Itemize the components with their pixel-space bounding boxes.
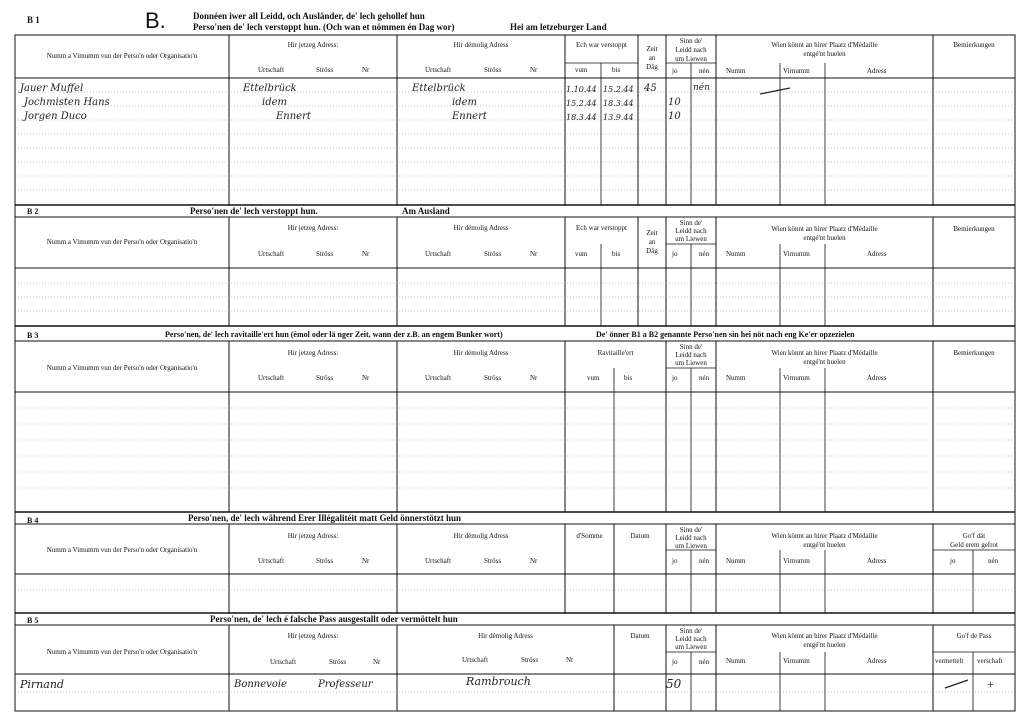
b5-name-header: Numm a Vimumm vun der Perso'n oder Organisatio'n [46, 648, 198, 656]
b5-lives-l2: Leidd nach [675, 635, 707, 643]
b3-medal-l2: entgé'nt huelen [803, 358, 846, 366]
b1-remarks: Bemierkungen [953, 41, 995, 49]
b1-medal-address: Adress [867, 67, 887, 75]
b1-entry1-to: 15.2.44 [603, 85, 634, 94]
b4-date: Datum [630, 532, 650, 540]
b5-old-street: Ströss [521, 656, 539, 664]
section-code-b5: B 5 [27, 616, 39, 625]
b5-no: nén [699, 658, 710, 666]
section-code-b1: B 1 [27, 15, 40, 25]
b3-lives-l3: um Liewen [675, 359, 707, 367]
b5-cur-address-header: Hir jetzeg Adress: [287, 632, 339, 640]
b2-days-l1: Zeit [646, 229, 658, 237]
b1-entry3-cur-town: Ennert [276, 111, 311, 122]
b5-medal-address: Adress [867, 657, 887, 665]
b1-name-header: Numm a Vimumm vun der Perso'n oder Organisatio'n [46, 52, 198, 60]
b3-medal-name: Numm [726, 374, 746, 382]
b2-remarks: Bemierkungen [953, 225, 995, 233]
b3-remarks: Bemierkungen [953, 349, 995, 357]
b3-title: Perso'nen, de' lech ravitaille'ert hun (émol oder lä nger Zeit, wann der z.B. an engem Bunker wort) [165, 330, 503, 339]
b2-old-locality: Urtschaft [425, 250, 452, 258]
b3-cur-locality: Urtschaft [258, 374, 285, 382]
b2-from: vum [575, 250, 588, 258]
b2-medal-l2: entgé'nt huelen [803, 234, 846, 242]
b2-lives-l3: um Liewen [675, 235, 707, 243]
b2-name-header: Numm a Vimumm vun der Perso'n oder Organisatio'n [46, 238, 198, 246]
b1-lives-l1: Sinn de' [679, 37, 703, 45]
b4-lives-l1: Sinn de' [679, 526, 703, 534]
b1-entry1-days: 45 [644, 83, 657, 94]
b1-entry3-to: 13.9.44 [603, 113, 634, 122]
b2-cur-address-header: Hir jetzeg Adress: [287, 224, 339, 232]
b2-title: Perso'nen de' lech verstoppt hun. [190, 206, 318, 216]
b5-old-locality: Urtschaft [462, 656, 489, 664]
b3-old-address-header: Hir démolig Adress [453, 349, 509, 357]
b1-title-line2: Perso'nen de' lech verstoppt hun. (Och wan et nömmen én Dag wor) [193, 22, 455, 32]
b5-medal-l2: entgé'nt huelen [803, 641, 846, 649]
b3-lives-l1: Sinn de' [679, 343, 703, 351]
b3-medal-l1: Wien könnt an hirer Plaatz d'Médaille [771, 349, 878, 357]
b4-name-header: Numm a Vimumm vun der Perso'n oder Organisatio'n [46, 546, 198, 554]
b4-medal-address: Adress [867, 557, 887, 565]
b1-cur-locality: Urtschaft [258, 66, 285, 74]
b1-entry3-name: Jorgen Duco [24, 111, 87, 122]
b4-sum: d'Somme [576, 532, 603, 540]
b1-lives-l2: Leidd nach [675, 46, 707, 54]
b2-days-l3: Däg [646, 247, 658, 255]
b3-old-number: Nr [530, 374, 538, 382]
b3-old-street: Ströss [484, 374, 502, 382]
b1-from: vum [575, 66, 588, 74]
b5-entry-name: Pirnand [20, 678, 64, 691]
b2-cur-street: Ströss [316, 250, 334, 258]
b2-old-address-header: Hir démolig Adress [453, 224, 509, 232]
b3-cur-address-header: Hir jetzeg Adress: [287, 349, 339, 357]
b4-lives-l2: Leidd nach [675, 534, 707, 542]
b5-cur-number: Nr [373, 658, 381, 666]
b3-cur-number: Nr [362, 374, 370, 382]
b1-entry3-from: 18.3.44 [566, 113, 597, 122]
b3-cur-street: Ströss [316, 374, 334, 382]
b5-entry-old-town: Rambrouch [466, 675, 531, 688]
b4-cur-address-header: Hir jetzeg Adress: [287, 532, 339, 540]
b2-cur-number: Nr [362, 250, 370, 258]
b1-lives-l3: um Liewen [675, 55, 707, 63]
b1-cur-address-header: Hir jetzeg Adress: [287, 41, 339, 49]
b1-medal-l2: entgé'nt huelen [803, 50, 846, 58]
b1-old-address-header: Hir démolig Adress [453, 41, 509, 49]
b3-name-header: Numm a Vimumm vun der Perso'n oder Organisatio'n [46, 364, 198, 372]
b4-medal-l1: Wien könnt an hirer Plaatz d'Médaille [771, 532, 878, 540]
b1-days-l2: an [648, 54, 656, 62]
b5-entry-yes: 50 [666, 677, 682, 691]
b5-cur-street: Ströss [329, 658, 347, 666]
b1-title-line1: Donnéen iwer all Leidd, och Ausländer, de' lech gehollef hun [193, 11, 425, 21]
b1-entry1-cur-town: Ettelbrück [243, 83, 297, 94]
b4-medal-first: Virnumm [783, 557, 810, 565]
b4-medal-name: Numm [726, 557, 746, 565]
b3-to: bis [624, 374, 633, 382]
b3-medal-first: Virnumm [783, 374, 810, 382]
b2-medal-name: Numm [726, 250, 746, 258]
b1-entry1-name: Jauer Muffel [20, 83, 84, 94]
b2-no: nén [699, 250, 710, 258]
b3-from: vum [587, 374, 600, 382]
b4-medal-l2: entgé'nt huelen [803, 541, 846, 549]
b1-medal-first: Virnumm [783, 67, 810, 75]
b1-entry2-old-town: idem [452, 97, 477, 108]
b5-medal-l1: Wien könnt an hirer Plaatz d'Médaille [771, 632, 878, 640]
b5-yes: jo [672, 658, 678, 666]
b1-cur-street: Ströss [316, 66, 334, 74]
b4-old-locality: Urtschaft [425, 557, 452, 565]
b1-entry2-cur-town: idem [262, 97, 287, 108]
b2-medal-l1: Wien könnt an hirer Plaatz d'Médaille [771, 225, 878, 233]
b5-title: Perso'nen, de' lech é falsche Pass ausgestallt oder vermöttelt hun [210, 614, 458, 624]
b4-no: nén [699, 557, 710, 565]
b4-money-no: nén [988, 557, 999, 565]
b1-medal-l1: Wien könnt an hirer Plaatz d'Médaille [771, 41, 878, 49]
b1-entry3-yes: 10 [668, 111, 681, 122]
form-letter: B. [145, 8, 166, 33]
b1-old-number: Nr [530, 66, 538, 74]
b5-lives-l1: Sinn de' [679, 627, 703, 635]
b3-yes: jo [672, 374, 678, 382]
b2-lives-l2: Leidd nach [675, 227, 707, 235]
b1-entry3-old-town: Ennert [452, 111, 487, 122]
b4-old-address-header: Hir démolig Adress [453, 532, 509, 540]
b3-no: nén [699, 374, 710, 382]
b5-medal-name: Numm [726, 657, 746, 665]
b4-old-number: Nr [530, 557, 538, 565]
b1-subtitle: Hei am letzeburger Land [510, 22, 607, 32]
b5-lives-l3: um Liewen [675, 643, 707, 651]
b1-entry1-old-town: Ettelbrück [412, 83, 466, 94]
b2-medal-address: Adress [867, 250, 887, 258]
b3-subtitle: De' önner B1 a B2 genannte Perso'nen sin hei nöt nach eng Ke'er opzezielen [596, 330, 855, 339]
b4-yes: jo [672, 557, 678, 565]
b1-hidden-header: Ech war verstoppt [576, 41, 627, 49]
b1-no: nén [699, 67, 710, 75]
b1-entry1-no: nén [693, 83, 710, 93]
b5-medal-first: Virnumm [783, 657, 810, 665]
b1-medal-name: Numm [726, 67, 746, 75]
b5-issued: vermettelt [935, 657, 964, 665]
b2-subtitle: Am Ausland [402, 206, 450, 216]
b2-cur-locality: Urtschaft [258, 250, 285, 258]
b4-cur-locality: Urtschaft [258, 557, 285, 565]
b2-lives-l1: Sinn de' [679, 219, 703, 227]
section-code-b4: B 4 [27, 516, 39, 525]
b2-old-street: Ströss [484, 250, 502, 258]
b2-to: bis [612, 250, 621, 258]
b2-hidden-header: Ech war verstoppt [576, 224, 627, 232]
b4-money-l1: Go'f dät [962, 532, 986, 540]
b1-entry1-from: 1.10.44 [566, 85, 597, 94]
b1-days-l3: Däg [646, 63, 658, 71]
b3-medal-address: Adress [867, 374, 887, 382]
b4-lives-l3: um Liewen [675, 542, 707, 550]
b4-cur-number: Nr [362, 557, 370, 565]
b3-provisioned: Ravitaille'ert [597, 349, 634, 357]
b1-old-locality: Urtschaft [425, 66, 452, 74]
b2-medal-first: Virnumm [783, 250, 810, 258]
b2-old-number: Nr [530, 250, 538, 258]
b4-money-l2: Geld erem gefrot [950, 541, 998, 549]
b1-old-street: Ströss [484, 66, 502, 74]
b1-cur-number: Nr [362, 66, 370, 74]
b4-money-yes: jo [950, 557, 956, 565]
b5-obtained: verschaft [977, 657, 1003, 665]
b5-old-number: Nr [566, 656, 574, 664]
b1-yes: jo [672, 67, 678, 75]
b4-title: Perso'nen, de' lech während Erer Illégalitéit matt Geld önnerstötzt hun [188, 513, 461, 523]
b4-cur-street: Ströss [316, 557, 334, 565]
b1-entry2-yes: 10 [668, 97, 681, 108]
section-code-b3: B 3 [27, 331, 39, 340]
b2-days-l2: an [648, 238, 656, 246]
b5-old-address-header: Hir démolig Adress [478, 632, 533, 640]
b5-date: Datum [630, 632, 650, 640]
b1-days-l1: Zeit [646, 45, 658, 53]
b1-entry2-to: 18.3.44 [603, 99, 634, 108]
section-code-b2: B 2 [27, 207, 39, 216]
b4-old-street: Ströss [484, 557, 502, 565]
b2-yes: jo [672, 250, 678, 258]
b5-pass: Go'f de Pass [956, 632, 992, 640]
b5-entry-cur-street: Professeur [318, 679, 373, 690]
b5-entry-obtained: + [987, 677, 994, 691]
b5-cur-locality: Urtschaft [270, 658, 297, 666]
b3-old-locality: Urtschaft [425, 374, 452, 382]
b3-lives-l2: Leidd nach [675, 351, 707, 359]
b5-entry-cur-town: Bonnevoie [234, 679, 287, 690]
b1-entry2-name: Jochmisten Hans [24, 97, 110, 108]
b1-to: bis [612, 66, 621, 74]
b1-entry2-from: 15.2.44 [566, 99, 597, 108]
